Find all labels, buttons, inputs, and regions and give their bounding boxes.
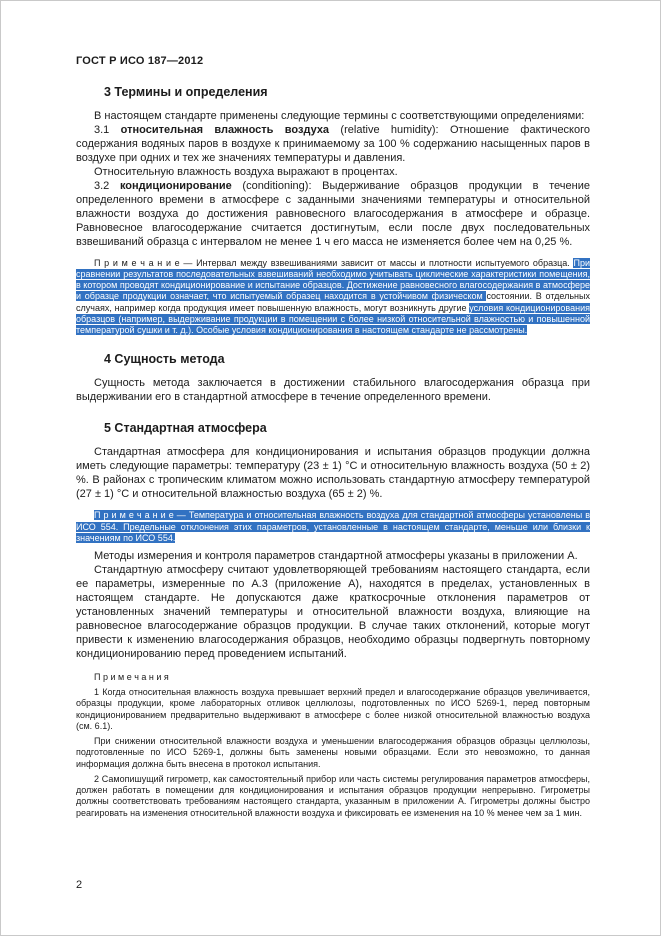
note-1-continued-paragraph: При снижении относительной влажности воздуха и уменьшении влагосодержания образцов образцы целлюлозы, подготовленные по ИСО 5269-1, должны быть заменены новыми образцами. Если это невозможно, то данная информация должна быть внесена в протокол испытания. <box>76 736 590 769</box>
notes-header: П р и м е ч а н и я <box>94 671 169 682</box>
section-5-heading: 5 Стандартная атмосфера <box>104 421 267 436</box>
relative-humidity-paragraph: Относительную влажность воздуха выражают в процентах. <box>94 165 398 178</box>
term-3-2-paragraph: 3.2 кондиционирование (conditioning): Выдерживание образцов продукции в течение определенного времени в атмосфере с заданными значениями температуры и относительной влажности воздуха до достижения равновесного влагосодержания в атмосфере и образце. Равновесное влагосодержание считается достигнутым, если после двух последовательных взвешиваний образца с интервалом не менее 1 ч его масса не изменяется более чем на 0,25 %. <box>76 179 590 248</box>
note-2-paragraph: 2 Самопишущий гигрометр, как самостоятельный прибор или часть системы регулирования параметров атмосферы, должен работать в помещении для кондиционирования и испытания образцов продукции непрерывно. Гигрометры должны соответствовать требованиям настоящего стандарта, указанным в приложении А. Гигрометры должны быстро реагировать на изменения относительной влажности воздуха и фиксировать ее изменения на 10 % менее чем за 1 мин. <box>76 773 590 818</box>
page-content <box>76 55 590 823</box>
page-number: 2 <box>76 879 83 891</box>
terms-intro-paragraph: В настоящем стандарте применены следующие термины с соответствующими определениями: <box>94 110 585 122</box>
term-3-1-paragraph: 3.1 относительная влажность воздуха (relative humidity): Отношение фактического содержания водяных паров в воздухе к принимаемому за 100 % содержанию насыщенных паров в воздухе при одних и тех же значениях температуры и давления. <box>76 123 591 164</box>
section-3-heading: 3 Термины и определения <box>104 85 268 99</box>
note-after-3-2: П р и м е ч а н и е — Интервал между взвешиваниями зависит от массы и плотности испытуемого образца. При сравнении результатов последовательных взвешиваний необходимо учитывать циклические характеристики помещения, в котором проводят кондиционирование и испытание образцов. Достижение равновесного влагосодержания в атмосфере и образце продукции означает, что испытуемый образец находится в устойчивом физическом состоянии. В отдельных случаях, например когда продукция имеет повышенную влажность, могут возникнуть другие условия кондиционирования образцов (например, выдерживание продукции в помещении с более низкой относительной влажностью и повышенной температурой сушки и т. д.). Особые условия кондиционирования в настоящем стандарте не рассмотрены. <box>76 257 590 336</box>
atmosphere-requirements-paragraph: Стандартную атмосферу считают удовлетворяющей требованиям настоящего стандарта, если ее параметры, измеренные по А.3 (приложение А), находятся в пределах, установленных в настоящем стандарте. Не допускаются даже краткосрочные отклонения параметров от установленных значений температуры и относительной влажности воздуха, влияющие на равновесное влагосодержание образцов продукции. В случае таких отклонений, которые могут привести к изменению влагосодержания образцов, необходимо образцы подвергнуть повторному кондиционированию перед проведением испытаний. <box>76 563 590 660</box>
running-header: ГОСТ Р ИСО 187—2012 <box>76 55 204 67</box>
standard-atmosphere-paragraph: Стандартная атмосфера для кондиционирования и испытания образцов продукции должна иметь следующие параметры: температуру (23 ± 1) °С и относительную влажность воздуха (50 ± 2) %. В районах с тропическим климатом можно использовать стандартную атмосферу температурой (27 ± 1) °С и относительной влажностью воздуха (65 ± 2) %. <box>76 446 590 501</box>
note-1-paragraph: 1 Когда относительная влажность воздуха превышает верхний предел и влагосодержание образцов увеличивается, образцы продукции, кроме лабораторных отливок целлюлозы, подготовленных по ИСО 5269-1, перед повторным кондиционированием предварительно выдерживают в атмосфере с более низкой относительной влажностью воздуха (см. 6.1). <box>76 687 590 731</box>
section-4-heading: 4 Сущность метода <box>104 352 225 367</box>
method-essence-paragraph: Сущность метода заключается в достижении стабильного влагосодержания образца при выдерживании его в стандартной атмосфере в течение определенного времени. <box>76 377 590 404</box>
note-iso-554: П р и м е ч а н и е — Температура и относительная влажность воздуха для стандартной атмосферы установлены в ИСО 554. Предельные отклонения этих параметров, установленные в настоящем стандарте, меньше или близки к значениям по ИСО 554. <box>76 510 590 543</box>
measurement-methods-paragraph: Методы измерения и контроля параметров стандартной атмосферы указаны в приложении А. <box>94 550 578 562</box>
